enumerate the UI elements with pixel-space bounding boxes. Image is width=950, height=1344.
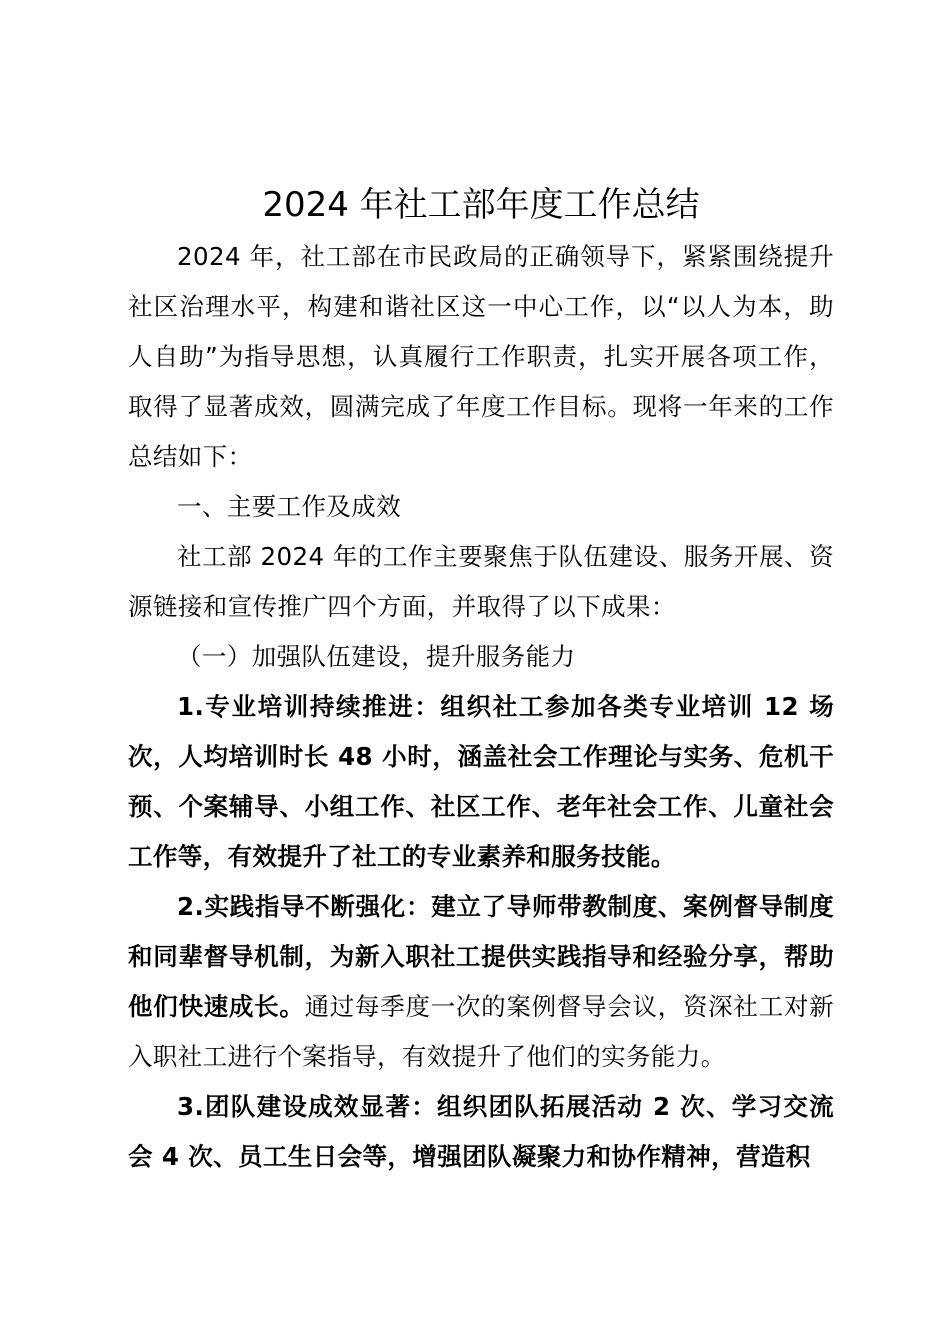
item-practice-guidance-normal: 通过每季度一次的案例督导会议，资深社工对新入职社工进行个案指导，有效提升了他们的实务能力。 — [128, 992, 834, 1071]
item-professional-training: 1.专业培训持续推进：组织社工参加各类专业培训 12 场次，人均培训时长 48 小时，涵盖社会工作理论与实务、危机干预、个案辅导、小组工作、社区工作、老年社会工作、儿童社会工作等，有效提升了社工的专业素养和服务技能。 — [128, 692, 834, 871]
intro-paragraph: 2024 年，社工部在市民政局的正确领导下，紧紧围绕提升社区治理水平，构建和谐社区这一中心工作，以“以人为本，助人自助”为指导思想，认真履行工作职责，扎实开展各项工作，取得了显著成效，圆满完成了年度工作目标。现将一年来的工作总结如下： — [128, 242, 834, 471]
item-practice-guidance — [128, 882, 834, 1082]
document-page — [128, 180, 834, 1182]
document-title: 2024 年社工部年度工作总结 — [262, 185, 700, 225]
subsection-heading-team-building: （一）加强队伍建设，提升服务能力 — [177, 642, 576, 671]
section-heading-main-work: 一、主要工作及成效 — [177, 492, 402, 521]
item-team-building: 3.团队建设成效显著：组织团队拓展活动 2 次、学习交流会 4 次、员工生日会等，增强团队凝聚力和协作精神，营造积 — [128, 1092, 834, 1171]
item-practice-guidance-bold: 2.实践指导不断强化：建立了导师带教制度、案例督导制度和同辈督导机制，为新入职社工提供实践指导和经验分享，帮助他们快速成长。 — [128, 892, 834, 1021]
section-intro-paragraph: 社工部 2024 年的工作主要聚焦于队伍建设、服务开展、资源链接和宣传推广四个方面，并取得了以下成果： — [128, 542, 834, 621]
